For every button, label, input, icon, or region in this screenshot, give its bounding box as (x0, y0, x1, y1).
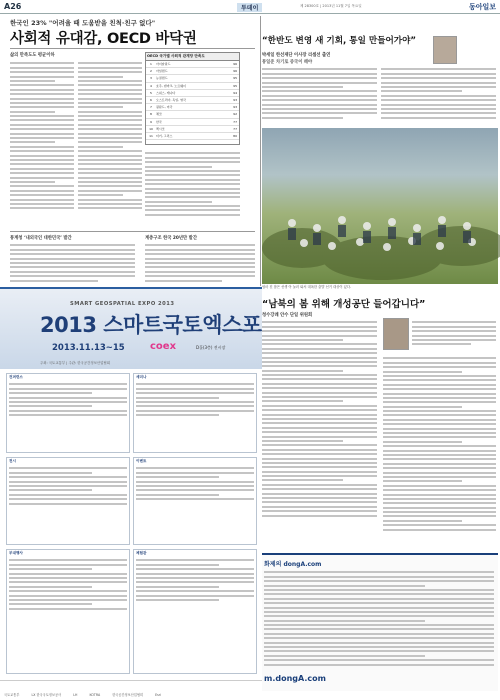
value-cell: 77 (233, 119, 237, 124)
country-cell: 아이슬란드 (156, 62, 171, 66)
table-row (146, 119, 239, 126)
expo-date: 2013.11.13~15 (52, 343, 125, 353)
right-article-col-2 (381, 66, 496, 126)
left-byline: 삶의 만족도도 평균이하 (10, 53, 55, 58)
country-cell: 오스트리아, 독일, 영국 (156, 98, 186, 103)
donga-text (264, 569, 494, 669)
table-row (146, 83, 239, 90)
country-cell: 뉴질랜드 (156, 76, 168, 81)
question-col-1 (262, 319, 377, 549)
country-cell: 아일랜드 (156, 69, 168, 74)
expo-box-exhibit (6, 457, 130, 545)
table-row (146, 97, 239, 104)
box-title: 세미나 (136, 375, 147, 379)
donga-promo-box (262, 553, 498, 691)
country-cell: 체코 (156, 112, 162, 117)
sponsor-logo: LX 한국국토정보공사 (31, 693, 62, 697)
expo-box-event (133, 457, 257, 545)
sponsor-logo: 한국공간정보산업협회 (112, 693, 144, 697)
expo-box-experience (133, 549, 257, 674)
article-column-2 (78, 60, 142, 225)
right-headline: “한반도 변영 새 기회, 통일 만들어가야” (262, 36, 417, 46)
news-photo (262, 128, 498, 284)
question-col-2 (383, 355, 496, 549)
rank-cell: 1 (150, 62, 152, 66)
photo-caption: 엄마 친 참은 선생 아 눌러 와서 대폭한 출발 선거 대상이 있다. (262, 285, 352, 289)
country-cell: 멕시코 (156, 126, 165, 131)
article-column-3 (145, 150, 240, 225)
value-cell: 93 (233, 98, 237, 103)
author-portrait (433, 36, 457, 64)
value-cell: 92 (233, 112, 237, 117)
rank-cell: 9 (150, 119, 152, 124)
sponsor-logo: Esri (155, 693, 161, 697)
right-article-col-1 (262, 66, 377, 126)
box-title: 부대행사 (9, 551, 23, 555)
right-byline: 박세일 한선재단 이사장 리셉션 출연 (262, 53, 331, 58)
article-bottom-right (145, 242, 255, 284)
question-col-2a (412, 319, 496, 351)
sub-headline-1: 통계청 ‘내외국인 대한민국’ 발간 (10, 236, 72, 241)
rank-cell: 11 (149, 134, 153, 139)
table-row (146, 133, 239, 140)
crowd-photo-illustration (262, 128, 498, 284)
sub-headline-2: 계층구조 한국 20년만 발간 (145, 236, 197, 241)
box-title: 체험관 (136, 551, 147, 555)
section-label: 투데이 (237, 3, 262, 12)
value-cell: 93 (233, 105, 237, 110)
box-title: 전시 (9, 459, 16, 463)
country-cell: 필란드, 미국 (156, 105, 173, 110)
question-headline: “남북의 봄 위해 개성공단 들어갑니다” (262, 299, 426, 310)
question-sub: 청수강례 안수 단일 위원회 (262, 313, 313, 318)
donga-url[interactable]: m.dongA.com (264, 674, 326, 683)
expo-hall: D홀(3층) 전시장 (196, 345, 226, 350)
box-title: 이벤트 (136, 459, 147, 463)
table-row (146, 75, 239, 82)
country-cell: 한국 (156, 119, 162, 124)
country-cell: 호주, 덴마크, 노르웨이 (156, 83, 186, 88)
table-row (146, 61, 239, 68)
expo-box-seminar (133, 373, 257, 453)
article-bottom-left (10, 242, 135, 284)
left-kicker: 한국인 23% "어려울 때 도움받을 친척·친구 없다" (10, 19, 156, 27)
rank-cell: 8 (150, 112, 152, 117)
issue-meta: 제 28300호 | 2013년 11월 7일 목요일 (300, 4, 362, 8)
sponsor-logo: 국토교통부 (4, 693, 20, 697)
divider (10, 48, 255, 49)
rank-cell: 4 (150, 83, 152, 88)
expo-box-side (6, 549, 130, 674)
table-row (146, 68, 239, 75)
expo-english-title: SMART GEOSPATIAL EXPO 2013 (70, 301, 175, 307)
table-row (146, 104, 239, 111)
expo-box-conference (6, 373, 130, 453)
sponsor-logo: LH (73, 693, 78, 697)
oecd-table (145, 52, 240, 145)
rank-cell: 10 (149, 126, 153, 131)
table-row (146, 111, 239, 118)
value-cell: 96 (233, 62, 237, 66)
value-cell: 95 (233, 76, 237, 81)
table-row (146, 126, 239, 133)
article-column-1 (10, 60, 74, 225)
expo-title: 2013 스마트국토엑스포 (40, 313, 262, 337)
value-cell: 80 (233, 134, 237, 139)
sponsor-logo: KOTRA (89, 693, 101, 697)
donga-label: 화제의 dongA.com (264, 561, 322, 568)
expo-organizer: 주최: 국토교통부 | 주관: 한국공간정보산업협회 (40, 361, 110, 365)
rank-cell: 2 (150, 69, 152, 74)
country-cell: 스위스, 캐나다 (156, 90, 176, 95)
rank-cell: 3 (150, 76, 152, 81)
expo-venue-logo: coex (150, 341, 177, 352)
page-header (0, 0, 500, 14)
rank-cell: 6 (150, 98, 152, 103)
interviewee-portrait (383, 318, 409, 350)
page-number: A26 (4, 2, 22, 11)
column-divider (260, 16, 261, 286)
expo-banner (0, 289, 262, 369)
country-cell: 터키, 그리스 (156, 134, 173, 139)
sponsor-footer (0, 680, 262, 697)
value-cell: 95 (233, 83, 237, 88)
table-title: OECD 국가별 사회적 관계망 만족도 (146, 53, 239, 61)
table-row (146, 90, 239, 97)
left-headline: 사회적 유대감, OECD 바닥권 (10, 31, 197, 47)
value-cell: 77 (233, 126, 237, 131)
rank-cell: 7 (150, 105, 152, 110)
box-title: 컨퍼런스 (9, 375, 23, 379)
right-sub: 통일준 차기로 중국이 해야 (262, 60, 313, 65)
divider (10, 231, 255, 232)
value-cell: 96 (233, 69, 237, 74)
value-cell: 94 (233, 90, 237, 95)
rank-cell: 5 (150, 90, 152, 95)
newspaper-logo: 동아일보 (468, 2, 496, 11)
expo-advertisement (0, 287, 262, 680)
